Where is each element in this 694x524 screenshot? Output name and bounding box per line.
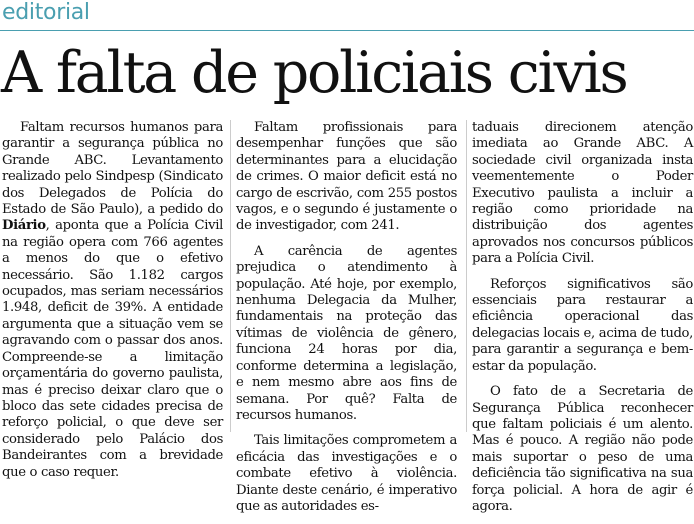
paragraph: Reforços significativos são essenciais para restaurar a eficiência operacional das delegacias locais e, acima de tudo, para garantir a segurança e bem-estar da população. <box>472 276 693 374</box>
paragraph: A carência de agentes prejudica o atendimento à população. Até hoje, por exemplo, nenhuma Delegacia da Mulher, fundamentais na proteção das vítimas de violência de gênero, funciona 24 horas por dia, conforme determina a legislação, e nem mesmo abre aos fins de semana. Por quê? Falta de recursos humanos. <box>236 243 457 423</box>
article-column-1 <box>2 120 223 490</box>
section-label: editorial <box>2 0 90 25</box>
article-column-2 <box>236 120 457 524</box>
paragraph: O fato de a Secretaria de Segurança Pública reconhecer que faltam policiais é um alento. Mas é pouco. A região não pode mais suportar o peso de uma deficiência tão significativa na sua força policial. A hora de agir é agora. <box>472 384 693 514</box>
paragraph: Faltam profissionais para desempenhar funções que são determinantes para a elucidação de crimes. O maior deficit está no cargo de escrivão, com 255 postos vagos, e o segundo é justamente o de investigador, com 241. <box>236 120 457 234</box>
section-divider <box>0 30 694 31</box>
column-divider <box>466 120 467 432</box>
paragraph <box>2 120 223 481</box>
headline: A falta de policiais civis <box>1 40 627 106</box>
article-column-3 <box>472 120 693 524</box>
column-divider <box>230 120 231 432</box>
text-run: Faltam recursos humanos para garantir a segurança pública no Grande ABC. Levantamento realizado pelo Sindpesp (Sindicato dos Delegados de Polícia do Estado de São Paulo), a pedido do <box>2 120 223 218</box>
paragraph: taduais direcionem atenção imediata ao Grande ABC. A sociedade civil organizada insta veementemente o Poder Executivo paulista a incluir a região como prioridade na distribuição dos agentes aprovados nos concursos públicos para a Polícia Civil. <box>472 120 693 267</box>
newspaper-name: Diário <box>2 218 46 234</box>
paragraph: Tais limitações comprometem a eficácia das investigações e o combate efetivo à violência. Diante deste cenário, é imperativo que as autoridades es- <box>236 433 457 514</box>
text-run: , aponta que a Polícia Civil na região opera com 766 agentes a menos do que o efetivo necessário. São 1.182 cargos ocupados, mas seriam necessários 1.948, deficit de 39%. A entidade argumenta que a situação vem se agravando com o passar dos anos. Compreende-se a limitação orçamentária do governo paulista, mas é preciso deixar claro que o bloco das sete cidades precisa de reforço policial, o que deve ser considerado pelo Palácio dos Bandeirantes com a brevidade que o caso requer. <box>2 218 223 480</box>
